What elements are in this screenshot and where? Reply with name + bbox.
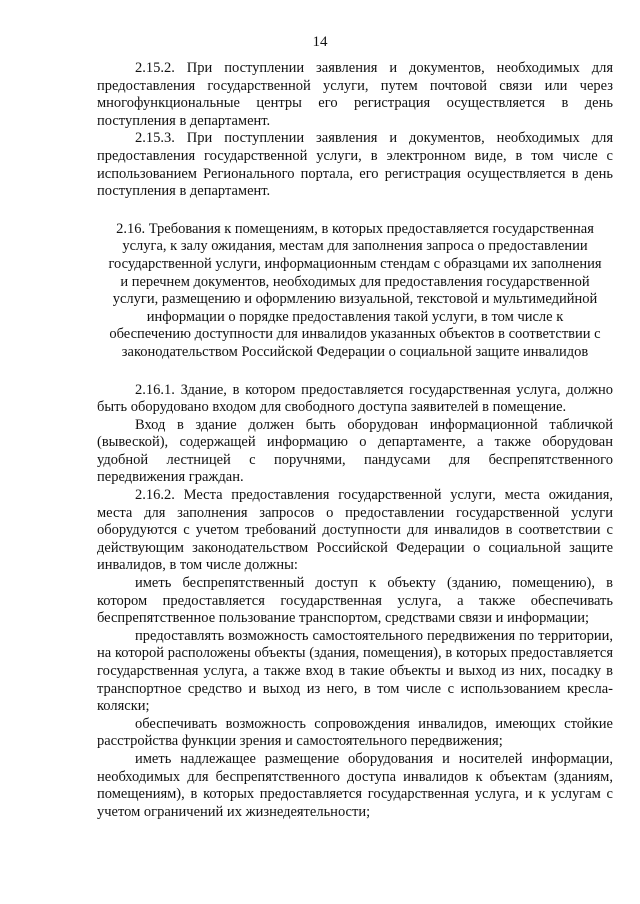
page-number: 14 (312, 34, 328, 50)
paragraph-2-16-1: 2.16.1. Здание, в котором предоставляется государственная услуга, должно быть оборудовано входом для свободного доступа заявителей в помещение. (97, 381, 613, 416)
paragraph-entrance: Вход в здание должен быть оборудован информационной табличкой (вывеской), содержащей информацию о департаменте, а также оборудован удобной лестницей с поручнями, пандусами для беспрепятственного передвижения граждан. (97, 416, 613, 486)
paragraph-2-15-3: 2.15.3. При поступлении заявления и документов, необходимых для предоставления государственной услуги, в электронном виде, в том числе с использованием Регионального портала, его регистрация осуществляется в день поступления в департамент. (97, 130, 613, 200)
section-heading-2-16: 2.16. Требования к помещениям, в которых предоставляется государственная услуга, к залу ожидания, местам для заполнения запроса о предоставлении государственной услуги, информационным стендам с образцами их заполнения и перечнем документов, необходимых для предоставления государственной услуги, размещению и оформлению визуальной, текстовой и мультимедийной информации о порядке предоставления такой услуги, в том числе к обеспечению доступности для инвалидов указанных объектов в соответствии с законодательством Российской Федерации о социальной защите инвалидов (108, 220, 602, 360)
paragraph-2-16-2: 2.16.2. Места предоставления государственной услуги, места ожидания, места для заполнения запросов о предоставлении государственной услуги оборудуются с учетом требований доступности для инвалидов в соответствии с действующим законодательством Российской Федерации о социальной защите инвалидов, в том числе должны: (97, 487, 613, 574)
document-body (97, 60, 613, 821)
list-item-movement: предоставлять возможность самостоятельного передвижения по территории, на которой расположены объекты (здания, помещения), в которых предоставляется государственная услуга, а также вход в такие объекты и выход из них, посадку в транспортное средство и выход из него, в том числе с использованием кресла-коляски; (97, 627, 613, 715)
list-item-equipment: иметь надлежащее размещение оборудования и носителей информации, необходимых для беспрепятственного доступа инвалидов к объектам (зданиям, помещениям), в которых предоставляется государственная услуга, и к услугам с учетом ограничений их жизнедеятельности; (97, 750, 613, 820)
list-item-escort: обеспечивать возможность сопровождения инвалидов, имеющих стойкие расстройства функции зрения и самостоятельного передвижения; (97, 715, 613, 750)
list-item-access: иметь беспрепятственный доступ к объекту (зданию, помещению), в котором предоставляется государственная услуга, а также обеспечивать беспрепятственное пользование транспортом, средствами связи и информации; (97, 575, 613, 627)
paragraph-2-15-2: 2.15.2. При поступлении заявления и документов, необходимых для предоставления государственной услуги, путем почтовой связи или через многофункциональные центры его регистрация осуществляется в день поступления в департамент. (97, 60, 613, 129)
